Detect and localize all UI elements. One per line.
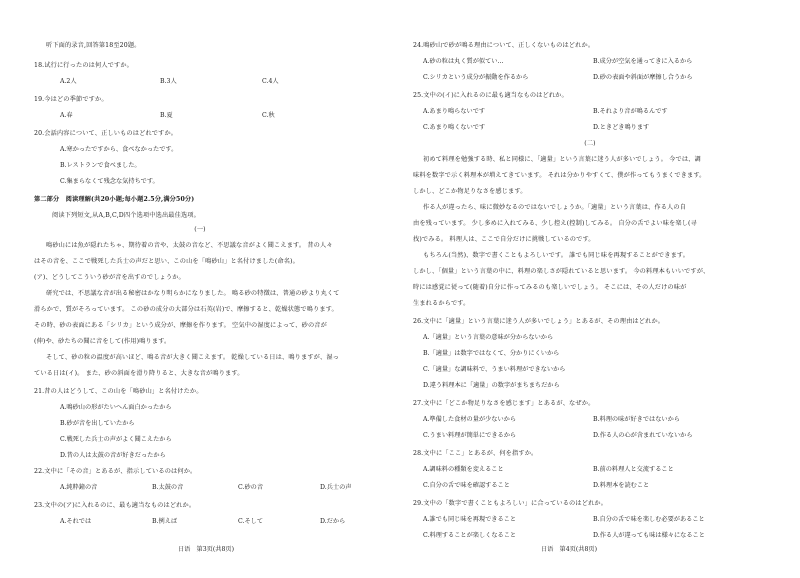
q25-option-a: A.あまり鳴らないです (423, 108, 486, 115)
q20-option-b: B.レストランで食べました。 (60, 162, 141, 169)
q29-option-c: C.料理することが楽しくなること (423, 532, 517, 539)
q27-option-d: D.作る人の心が含まれていないから (593, 432, 693, 439)
q27-stem: 27.文中に「どこか物足りなさを感じます」とあるが、なぜか。 (413, 400, 595, 407)
right-page (405, 0, 775, 578)
passage2-line: 由を残っています。 少し多めに入れてみる、少し控え(控制)してみる。 自分の舌でよい味を楽し(寻 (413, 220, 697, 227)
q24-option-b: B.成分が空気を通ってきに入るから (593, 58, 693, 65)
listening-instruction: 听下面的录音,回答第18至20题。 (46, 42, 141, 49)
passage1-line: (伸)や、砂たちの聞に音をして(作用)鳴ります。 (34, 338, 171, 345)
q27-option-b: B.料理の味が好きではないから (593, 416, 680, 423)
passage1-line: ている日は(イ)。 また、砂の斜面を滑り降りると、大きな音が鳴ります。 (34, 370, 244, 377)
part2-title: 第二部分 阅读理解(共20小题;每小题2.5分,满分50分) (34, 196, 195, 203)
q19-option-c: C.秋 (262, 112, 275, 119)
passage2-line: しかし、「個量」という言葉の中に、料理の楽しさが隠れていると思います。 今の料理本もいいですが、 (413, 268, 710, 275)
q19-option-b: B.夏 (160, 112, 173, 119)
q25-option-d: D.ときどき鳴ります (593, 124, 650, 131)
q21-option-d: D.昔の人は太鼓の音が好きだったから (60, 452, 166, 459)
q29-option-a: A.誰でも同じ味を再現できること (423, 516, 517, 523)
q27-option-a: A.準備した食材の量が少ないから (423, 416, 517, 423)
q21-option-b: B.砂が音を出していたから (60, 420, 135, 427)
q22-option-a: A.純粋鐘の音 (60, 484, 98, 491)
q24-option-d: D.砂の表面や斜面が摩擦し合うから (593, 74, 693, 81)
q29-stem: 29.文中の「数字で書くこともよろしい」に合っているのはどれか。 (413, 500, 608, 507)
q21-option-a: A.鳴砂山の形がたいへん面白かったから (60, 404, 172, 411)
passage1-line: はその音を、ここで戦死した兵士の声だと思い、この山を「鳴砂山」と名付けました(命名)。 (34, 258, 299, 265)
q22-option-b: B.太鼓の音 (152, 484, 184, 491)
q28-option-d: D.料理本を読むこと (593, 482, 650, 489)
page-footer-right: 日语 第4页(共8页) (541, 546, 598, 553)
q28-option-b: B.前の料理人と交流すること (593, 466, 674, 473)
q23-stem: 23.文中の(ア)に入れるのに、最も適当なものはどれか。 (34, 502, 196, 509)
q29-option-b: B.自分の舌で味を楽しむ必要があること (593, 516, 705, 523)
q22-option-c: C.砂の音 (238, 484, 264, 491)
q18-option-b: B.3人 (160, 78, 177, 85)
q20-option-c: C.集まらなくて残念な気持ちです。 (60, 178, 159, 185)
q28-option-a: A.調味料の種類を変えること (423, 466, 504, 473)
q26-option-d: D.違う料理本に「適量」の数字がまちまちだから (423, 382, 560, 389)
q23-option-c: C.そして (238, 518, 264, 525)
passage2-line: 生まれるからです。 (413, 300, 470, 307)
q26-option-b: B.「適量」は数字ではなくて、分かりにくいから (423, 350, 560, 357)
q26-stem: 26.文中に「適量」という言葉に迷う人が多いでしょう」とあるが、その理由はどれか。 (413, 318, 665, 325)
q21-option-c: C.戦死した兵士の声がよく聞こえたから (60, 436, 172, 443)
q27-option-c: C.うまい料理が簡単にできるから (423, 432, 517, 439)
q23-option-a: A.それでは (60, 518, 92, 525)
page-footer-left: 日语 第3页(共8页) (178, 546, 235, 553)
passage2-line: 初めて料理を勉強する時、私と同様に、「適量」という言葉に迷う人が多いでしょう。 今では、調 (423, 156, 701, 163)
passage1-line: 研究では、不思議な音が出る秘密はかなり明らかになりました。 鳴る砂の特徴は、普通の砂より丸くて (46, 290, 340, 297)
q22-option-d: D.兵士の声 (320, 484, 352, 491)
q19-option-a: A.春 (60, 112, 73, 119)
q18-option-a: A.2人 (60, 78, 77, 85)
left-page (0, 0, 370, 578)
q26-option-a: A.「適量」という言葉の意味が分からないから (423, 334, 554, 341)
passage2-line: しかし、どこか物足りなさを感じます。 (413, 188, 527, 195)
passage2-line: 時には感覚に従って(随着)自分に作ってみるのも楽しいでしょう。 そこには、その人だけの味が (413, 284, 687, 291)
passage1-line: その時、砂の表面にある「シリカ」という成分が、摩擦を作ります。 空気中の湿度によって、砂の音が (34, 322, 327, 329)
q25-option-b: B.それより音が鳴るんです (593, 108, 668, 115)
q20-option-a: A.寒かったですから、食べなかったです。 (60, 146, 178, 153)
q24-option-c: C.シリカという成分が振動を作るから (423, 74, 529, 81)
q18-option-c: C.4人 (262, 78, 279, 85)
passage2-line: 作る人が違ったら、味に微妙なるのではないでしょうか。「適量」という言葉は、作る人の自 (423, 204, 687, 211)
part2-instruction: 阅读下列短文,从A,B,C,D四个选项中选出最佳选项。 (52, 212, 200, 219)
q18-stem: 18.试行に行ったのは何人ですか。 (34, 62, 134, 69)
passage1-line: 滑らかで、質がそろっています。 この砂の成分の大部分は石英(岩)で、摩擦すると、乾燥状態で鳴ります。 (34, 306, 338, 313)
q25-option-c: C.あまり鳴くないです (423, 124, 486, 131)
passage1-line: そして、砂の粒の温度が高いほど、鳴る音が大きく聞こえます。 乾燥している日は、鳴りますが、湿っ (46, 354, 340, 361)
q24-stem: 24.鳴砂山で砂が鳴る理由について、正しくないものはどれか。 (413, 42, 595, 49)
q23-option-d: D.だから (320, 518, 346, 525)
q29-option-d: D.作る人が違っても味は様々になること (593, 532, 705, 539)
q19-stem: 19.今はどの季節ですか。 (34, 96, 108, 103)
passage2-line: 找)でみる。 料理人は、ここで自分だけに挑戦しているのです。 (413, 236, 595, 243)
q26-option-c: C.「適量」な調味料で、うまい料理ができないから (423, 366, 566, 373)
passage1-line: (ア)、どうしてこういう砂が音を出すのでしょうか。 (34, 274, 185, 281)
q22-stem: 22.文中に「その音」とあるが、指示しているのは何か。 (34, 468, 197, 475)
passage2-line: 味料を数字で示く料理本が増えてきています。 それは分かりやすくて、僕が作ってもうまくできます。 (413, 172, 706, 179)
passage2-line: もちろん(当然)、数字で書くこともよろしいです。 誰でも同じ味を再現することができます。 (423, 252, 690, 259)
q28-option-c: C.自分の舌で味を確認すること (423, 482, 510, 489)
section-1-heading: (一) (194, 226, 206, 233)
q20-stem: 20.会話内容について、正しいものはどれですか。 (34, 130, 178, 137)
q25-stem: 25.文中の(イ)に入れるのに最も適当なものはどれか。 (413, 92, 568, 99)
q23-option-b: B.例えば (152, 518, 178, 525)
q28-stem: 28.文中に「ここ」とあるが、何を指すか。 (413, 450, 538, 457)
q24-option-a: A.砂の粒は丸く質が似てい... (423, 58, 504, 65)
section-2-heading: (二) (584, 140, 596, 147)
passage1-line: 鳴砂山には魚が隠れたちゃ、期待着の音や、太鼓の音など、不思議な音がよく聞こえます。 昔の人々 (46, 242, 333, 249)
q21-stem: 21.昔の人はどうして、この山を「鳴砂山」と名付けたか。 (34, 388, 203, 395)
